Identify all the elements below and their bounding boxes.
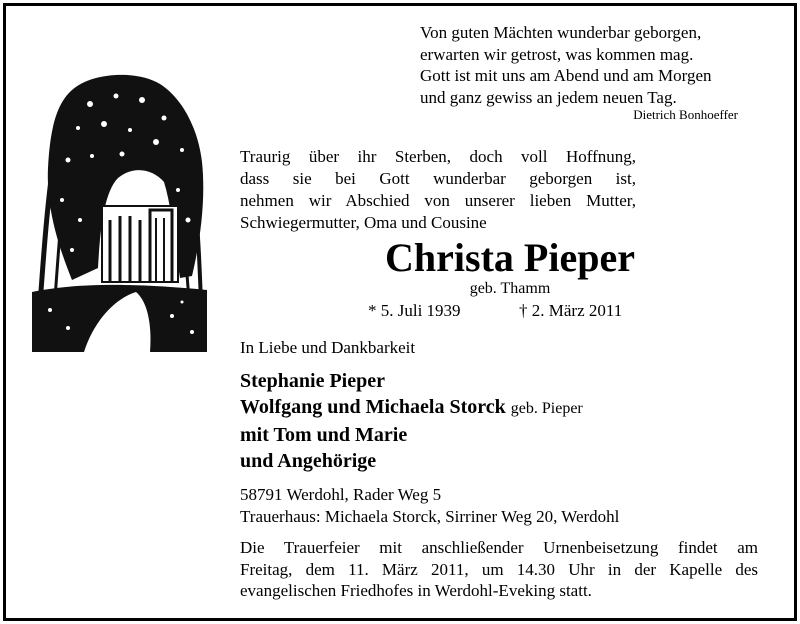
address-line: 58791 Werdohl, Rader Weg 5 bbox=[240, 485, 442, 504]
poem-line: Von guten Mächten wunderbar geborgen, bbox=[420, 23, 702, 42]
family-member-note: geb. Pieper bbox=[510, 400, 583, 417]
intro-line: Schwiegermutter, Oma und Cousine bbox=[240, 213, 487, 232]
family-member-name: Wolfgang und Michaela Storck bbox=[240, 396, 506, 418]
poem-author: Dietrich Bonhoeffer bbox=[633, 107, 738, 122]
family-list bbox=[240, 368, 583, 474]
family-member: mit Tom und Marie bbox=[240, 424, 408, 446]
tree-gate-image bbox=[32, 70, 207, 352]
birth-date: * 5. Juli 1939 bbox=[368, 301, 461, 320]
intro-line: nehmen wir Abschied von unserer lieben Mutter, bbox=[240, 191, 636, 210]
maiden-name: geb. Thamm bbox=[469, 280, 551, 297]
family-member: und Angehörige bbox=[240, 450, 377, 472]
ceremony-line: Freitag, dem 11. März 2011, um 14.30 Uhr in der Kapelle des bbox=[240, 559, 758, 579]
poem bbox=[420, 22, 750, 108]
intro-text bbox=[240, 146, 636, 234]
love-line: In Liebe und Dankbarkeit bbox=[240, 338, 416, 357]
weeping-tree-illustration bbox=[32, 70, 207, 352]
deceased-name: Christa Pieper bbox=[385, 235, 635, 280]
family-member: Stephanie Pieper bbox=[240, 370, 385, 392]
poem-line: erwarten wir getrost, was kommen mag. bbox=[420, 44, 694, 64]
intro-line: dass sie bei Gott wunderbar geborgen ist, bbox=[240, 169, 636, 188]
death-date: † 2. März 2011 bbox=[519, 301, 623, 320]
poem-line: Gott ist mit uns am Abend und am Morgen bbox=[420, 66, 712, 85]
ceremony-text bbox=[240, 537, 758, 602]
intro-line: Traurig über ihr Sterben, doch voll Hoffnung, bbox=[240, 147, 636, 166]
family-member bbox=[240, 394, 583, 422]
address-line: Trauerhaus: Michaela Storck, Sirriner Weg 20, Werdohl bbox=[240, 506, 620, 526]
poem-line: und ganz gewiss an jedem neuen Tag. bbox=[420, 87, 677, 107]
ceremony-line: Die Trauerfeier mit anschließender Urnenbeisetzung findet am bbox=[240, 538, 758, 557]
ceremony-line: evangelischen Friedhofes in Werdohl-Eveking statt. bbox=[240, 581, 592, 600]
address-block bbox=[240, 484, 619, 527]
